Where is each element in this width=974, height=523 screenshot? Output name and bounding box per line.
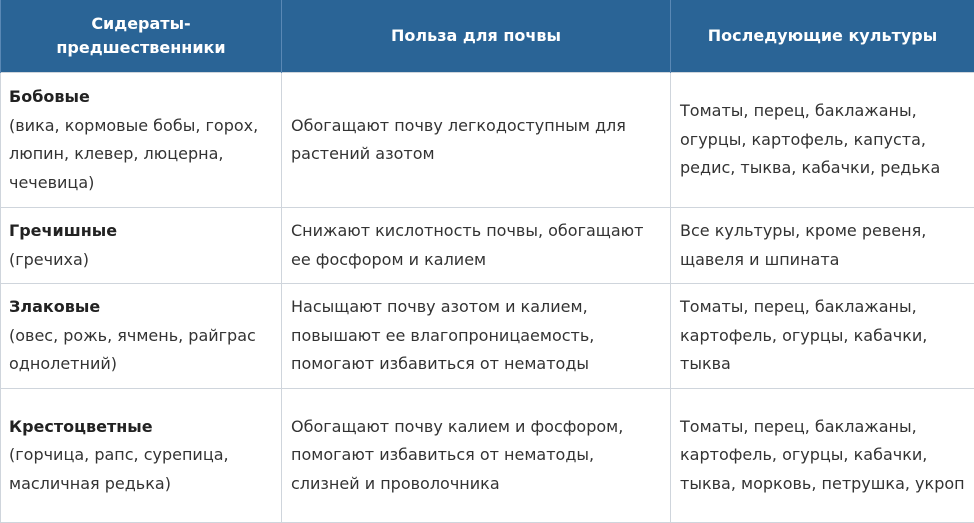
table-row — [1, 389, 974, 523]
predecessor-cell — [1, 208, 282, 284]
group-name: Крестоцветные — [9, 413, 273, 442]
header-predecessors: Сидераты- предшественники — [1, 0, 282, 73]
group-examples: (гречиха) — [9, 246, 273, 275]
group-examples: (горчица, рапс, сурепица, масличная редька) — [9, 441, 273, 498]
next-crops-cell: Все культуры, кроме ревеня, щавеля и шпината — [671, 208, 974, 284]
benefit-cell: Обогащают почву легкодоступным для растений азотом — [282, 73, 671, 208]
predecessor-cell — [1, 73, 282, 208]
predecessor-cell — [1, 284, 282, 389]
next-crops-cell: Томаты, перец, баклажаны, картофель, огурцы, кабачки, тыква — [671, 284, 974, 389]
table-row — [1, 284, 974, 389]
group-name: Злаковые — [9, 293, 273, 322]
header-row — [1, 0, 974, 73]
predecessor-cell — [1, 389, 282, 523]
benefit-cell: Снижают кислотность почвы, обогащают ее фосфором и калием — [282, 208, 671, 284]
group-name: Гречишные — [9, 217, 273, 246]
group-examples: (вика, кормовые бобы, горох, люпин, клевер, люцерна, чечевица) — [9, 112, 273, 198]
next-crops-cell: Томаты, перец, баклажаны, картофель, огурцы, кабачки, тыква, морковь, петрушка, укроп — [671, 389, 974, 523]
next-crops-cell: Томаты, перец, баклажаны, огурцы, картофель, капуста, редис, тыква, кабачки, редька — [671, 73, 974, 208]
header-next-crops: Последующие культуры — [671, 0, 974, 73]
table-row — [1, 208, 974, 284]
benefit-cell: Насыщают почву азотом и калием, повышают ее влагопроницаемость, помогают избавиться от нематоды — [282, 284, 671, 389]
benefit-cell: Обогащают почву калием и фосфором, помогают избавиться от нематоды, слизней и проволочника — [282, 389, 671, 523]
table-row — [1, 73, 974, 208]
group-examples: (овес, рожь, ячмень, райграс однолетний) — [9, 322, 273, 379]
header-benefit: Польза для почвы — [282, 0, 671, 73]
group-name: Бобовые — [9, 83, 273, 112]
